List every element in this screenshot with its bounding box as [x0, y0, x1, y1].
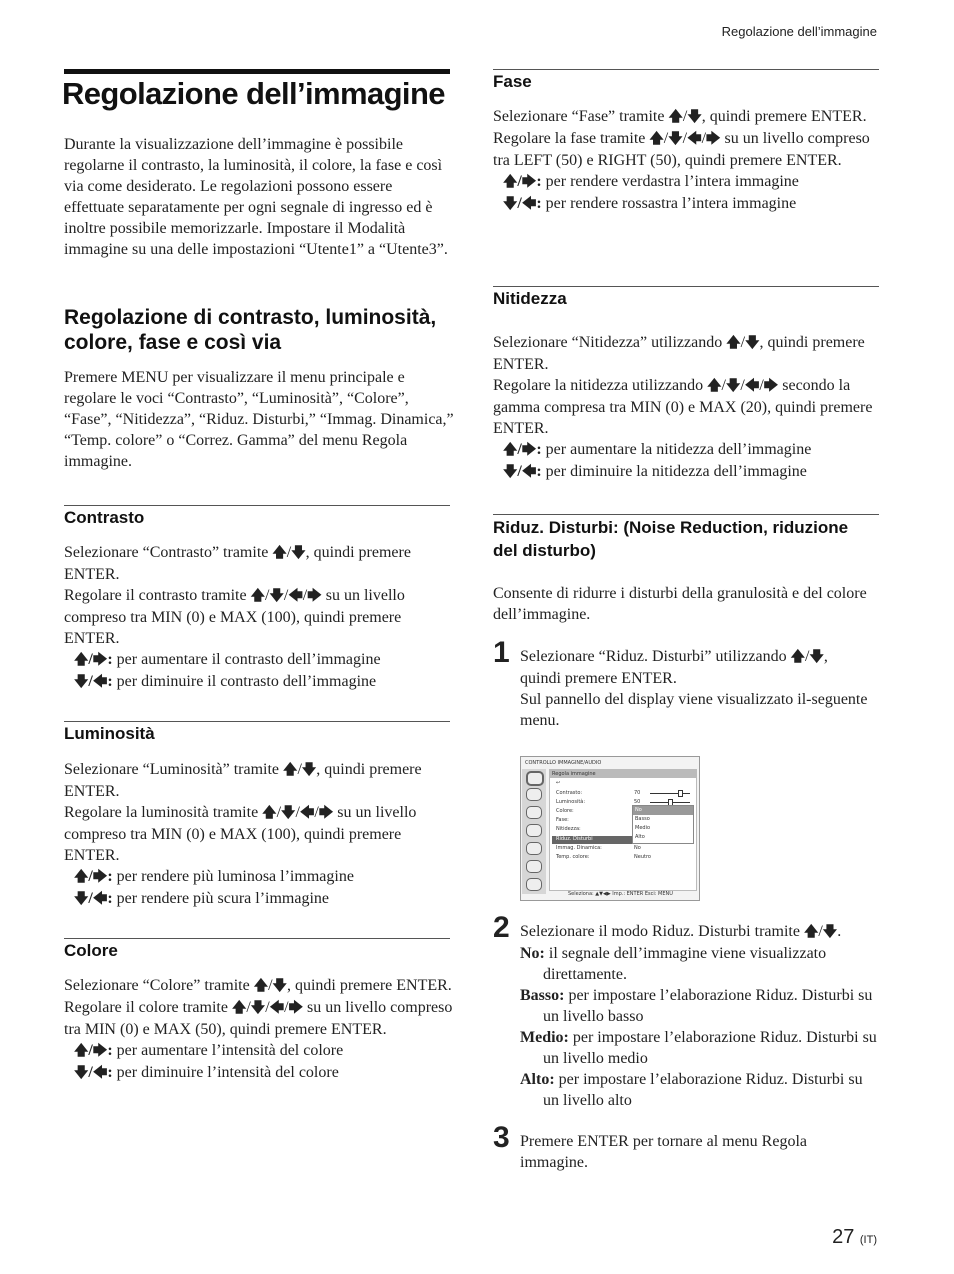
fase-block: Selezionare “Fase” tramite 🡅/🡇, quindi premere ENTER. Regolare la fase tramite 🡅/🡇/🡄/🡆 su un livello compreso tra LEFT (50) e RIGHT (50), quindi premere ENTER. 🡅/🡆: per rendere verdastra l’intera immagine 🡇/🡄: per rendere rossastra l’intera immagine	[493, 108, 870, 212]
option-medio: Medio: per impostare l’elaborazione Riduz. Disturbi su un livello medio	[520, 1029, 877, 1067]
menu-panel	[549, 769, 697, 891]
up-arrow-icon: 🡅	[74, 652, 89, 668]
menu-row-label-selected: Riduz. Disturbi	[556, 836, 593, 842]
menu-row-label: Luminosità:	[556, 799, 586, 805]
luminosita-rule	[64, 721, 450, 722]
right-arrow-icon: 🡆	[318, 805, 334, 821]
menu-row-label: Fase:	[556, 817, 569, 823]
up-arrow-icon: 🡅	[668, 109, 683, 125]
right-arrow-icon: 🡆	[763, 378, 779, 394]
option-no: No: il segnale dell’immagine viene visualizzato direttamente.	[520, 945, 827, 983]
down-arrow-icon: 🡇	[272, 978, 287, 994]
section-body: Premere MENU per visualizzare il menu principale e regolare le voci “Contrasto”, “Luminosità”, “Colore”, “Fase”, “Nitidezza”, “Riduz. Disturbi,” “Immag. Dinamica,” “Temp. colore” o “Correz. Gamma” del menu Regola immagine.	[64, 369, 454, 470]
step-3-number: 3	[493, 1121, 510, 1154]
up-arrow-icon: 🡅	[74, 869, 89, 885]
down-arrow-icon: 🡇	[503, 196, 518, 212]
left-arrow-icon: 🡄	[687, 131, 702, 147]
down-arrow-icon: 🡇	[74, 1065, 89, 1081]
option-alto: Alto: per impostare l’elaborazione Riduz. Disturbi su un livello alto	[520, 1071, 863, 1109]
menu-sidebar	[522, 769, 546, 894]
down-arrow-icon: 🡇	[725, 378, 741, 394]
up-arrow-icon: 🡅	[74, 1043, 89, 1059]
left-arrow-icon: 🡄	[92, 891, 108, 907]
menu-row-label: Immag. Dinamica:	[556, 845, 602, 851]
left-arrow-icon: 🡄	[92, 674, 108, 690]
contrast-slider-knob	[678, 790, 683, 797]
up-arrow-icon: 🡅	[231, 1000, 247, 1016]
left-arrow-icon: 🡄	[521, 196, 537, 212]
options-icon	[526, 824, 542, 837]
right-arrow-icon: 🡆	[92, 869, 108, 885]
nitidezza-rule	[493, 286, 879, 287]
time-icon	[526, 860, 542, 873]
menu-row-value: 50	[634, 799, 641, 805]
input-icon	[526, 842, 542, 855]
up-arrow-icon: 🡅	[250, 588, 266, 604]
down-arrow-icon: 🡇	[291, 545, 306, 561]
down-arrow-icon: 🡇	[822, 924, 838, 940]
luminosita-heading: Luminosità	[64, 724, 155, 743]
screen-icon	[526, 788, 542, 801]
riduz-intro: Consente di ridurre i disturbi della granulosità e del colore dell’immagine.	[493, 585, 867, 623]
menu-dropdown	[632, 805, 694, 844]
colore-block: Selezionare “Colore” tramite 🡅/🡇, quindi premere ENTER. Regolare il colore tramite 🡅/🡇/🡄/🡆 su un livello compreso tra MIN (0) e MAX (50), quindi premere ENTER. 🡅/🡆: per aumentare l’intensità del colore 🡇/🡄: per diminuire l’intensità del colore	[64, 977, 453, 1081]
contrasto-heading: Contrasto	[64, 508, 145, 527]
nitidezza-heading: Nitidezza	[493, 289, 567, 308]
menu-screenshot	[520, 756, 700, 901]
option-basso: Basso: per impostare l’elaborazione Riduz. Disturbi su un livello basso	[520, 987, 873, 1025]
up-arrow-icon: 🡅	[803, 924, 819, 940]
right-arrow-icon: 🡆	[92, 652, 108, 668]
riduz-heading: Riduz. Disturbi: (Noise Reduction, riduzione del disturbo)	[493, 518, 849, 560]
running-header: Regolazione dell’immagine	[721, 24, 877, 39]
step-3-text: Premere ENTER per tornare al menu Regola immagine.	[520, 1133, 807, 1171]
left-arrow-icon: 🡄	[269, 1000, 285, 1016]
colore-rule	[64, 938, 450, 939]
up-arrow-icon: 🡅	[726, 335, 741, 351]
left-arrow-icon: 🡄	[92, 1065, 108, 1081]
contrasto-rule	[64, 505, 450, 506]
nitidezza-block: Selezionare “Nitidezza” utilizzando 🡅/🡇, quindi premere ENTER. Regolare la nitidezza utilizzando 🡅/🡇/🡄/🡆 secondo la gamma compresa tra MIN (0) e MAX (20), quindi premere ENTER. 🡅/🡆: per aumentare la nitidezza dell’immagine 🡇/🡄: per diminuire la nitidezza dell’immagine	[493, 334, 873, 480]
fase-rule	[493, 69, 879, 70]
colore-heading: Colore	[64, 941, 118, 960]
down-arrow-icon: 🡇	[281, 805, 296, 821]
menu-row-value: Neutro	[634, 854, 651, 860]
left-arrow-icon: 🡄	[744, 378, 760, 394]
riduz-rule	[493, 514, 879, 515]
menu-footer: Seleziona: ▲▼◀▶ Imp.: ENTER Esci: MENU	[568, 891, 673, 897]
menu-row-label: Colore:	[556, 808, 574, 814]
up-arrow-icon: 🡅	[790, 649, 805, 665]
step-2-text: Selezionare il modo Riduz. Disturbi tramite 🡅/🡇. No: il segnale dell’immagine viene visualizzato direttamente. Basso: per impostare l’elaborazione Riduz. Disturbi su un livello basso Medio: per impostare l’elaborazione Riduz. Disturbi su un livello medio Alto: per impostare l’elaborazione Riduz. Disturbi su un livello alto	[520, 921, 882, 1111]
page-number: 27 (IT)	[832, 1226, 877, 1248]
up-arrow-icon: 🡅	[262, 805, 277, 821]
menu-row-label: Nitidezza:	[556, 826, 581, 832]
down-arrow-icon: 🡇	[503, 464, 518, 480]
back-icon: ↩	[556, 780, 561, 786]
menu-panel-title: Regola immagine	[550, 770, 696, 778]
menu-header: CONTROLLO IMMAGINE/AUDIO	[525, 760, 602, 766]
up-arrow-icon: 🡅	[707, 378, 722, 394]
down-arrow-icon: 🡇	[687, 109, 702, 125]
left-arrow-icon: 🡄	[521, 464, 537, 480]
section-heading: Regolazione di contrasto, luminosità, colore, fase e così via	[64, 306, 437, 354]
step-1-text: Selezionare “Riduz. Disturbi” utilizzando 🡅/🡇, quindi premere ENTER. Sul pannello del display viene visualizzato il-seguente menu.	[520, 648, 868, 729]
down-arrow-icon: 🡇	[269, 588, 284, 604]
left-arrow-icon: 🡄	[299, 805, 315, 821]
down-arrow-icon: 🡇	[74, 674, 89, 690]
down-arrow-icon: 🡇	[250, 1000, 266, 1016]
right-arrow-icon: 🡆	[92, 1043, 108, 1059]
right-arrow-icon: 🡆	[521, 442, 537, 458]
contrasto-block: Selezionare “Contrasto” tramite 🡅/🡇, quindi premere ENTER. Regolare il contrasto tramite 🡅/🡇/🡄/🡆 su un livello compreso tra MIN (0) e MAX (100), quindi premere ENTER. 🡅/🡆: per aumentare il contrasto dell’immagine 🡇/🡄: per diminuire il contrasto dell’immagine	[64, 544, 411, 690]
left-arrow-icon: 🡄	[288, 588, 303, 604]
fase-heading: Fase	[493, 72, 532, 91]
dropdown-option: Basso	[635, 816, 650, 822]
picture-audio-icon	[526, 771, 544, 786]
up-arrow-icon: 🡅	[649, 131, 664, 147]
up-arrow-icon: 🡅	[283, 762, 298, 778]
right-arrow-icon: 🡆	[307, 588, 322, 604]
language-icon	[526, 878, 542, 891]
right-arrow-icon: 🡆	[521, 174, 537, 190]
dropdown-option-selected: No	[633, 806, 693, 815]
up-arrow-icon: 🡅	[253, 978, 269, 994]
page-title: Regolazione dell’immagine	[62, 76, 445, 111]
right-arrow-icon: 🡆	[706, 131, 721, 147]
step-2-number: 2	[493, 911, 510, 944]
setup-icon	[526, 806, 542, 819]
down-arrow-icon: 🡇	[809, 649, 824, 665]
menu-row-label: Temp. colore:	[556, 854, 590, 860]
menu-row-label: Contrasto:	[556, 790, 583, 796]
contrast-slider	[650, 793, 690, 794]
title-rule	[64, 69, 450, 74]
menu-row-value: No	[634, 845, 641, 851]
up-arrow-icon: 🡅	[272, 545, 287, 561]
dropdown-option: Medio	[635, 825, 651, 831]
step-1-number: 1	[493, 636, 510, 669]
up-arrow-icon: 🡅	[503, 174, 518, 190]
intro-paragraph: Durante la visualizzazione dell’immagine è possibile regolarne il contrasto, la luminosità, il colore, la fase e così via come desiderato. Le regolazioni possono essere effettuate separatamente per ogni segnale di ingresso ed è inoltre possibile memorizzarle. Impostare il Modalità immagine su una delle impostazioni “Utente1” a “Utente3”.	[64, 136, 448, 258]
luminosita-block: Selezionare “Luminosità” tramite 🡅/🡇, quindi premere ENTER. Regolare la luminosità tramite 🡅/🡇/🡄/🡆 su un livello compreso tra MIN (0) e MAX (100), quindi premere ENTER. 🡅/🡆: per rendere più luminosa l’immagine 🡇/🡄: per rendere più scura l’immagine	[64, 761, 422, 907]
down-arrow-icon: 🡇	[745, 335, 760, 351]
up-arrow-icon: 🡅	[503, 442, 518, 458]
dropdown-option: Alto	[635, 834, 645, 840]
down-arrow-icon: 🡇	[668, 131, 683, 147]
menu-row-value: 70	[634, 790, 641, 796]
down-arrow-icon: 🡇	[74, 891, 89, 907]
right-arrow-icon: 🡆	[288, 1000, 304, 1016]
down-arrow-icon: 🡇	[301, 762, 317, 778]
